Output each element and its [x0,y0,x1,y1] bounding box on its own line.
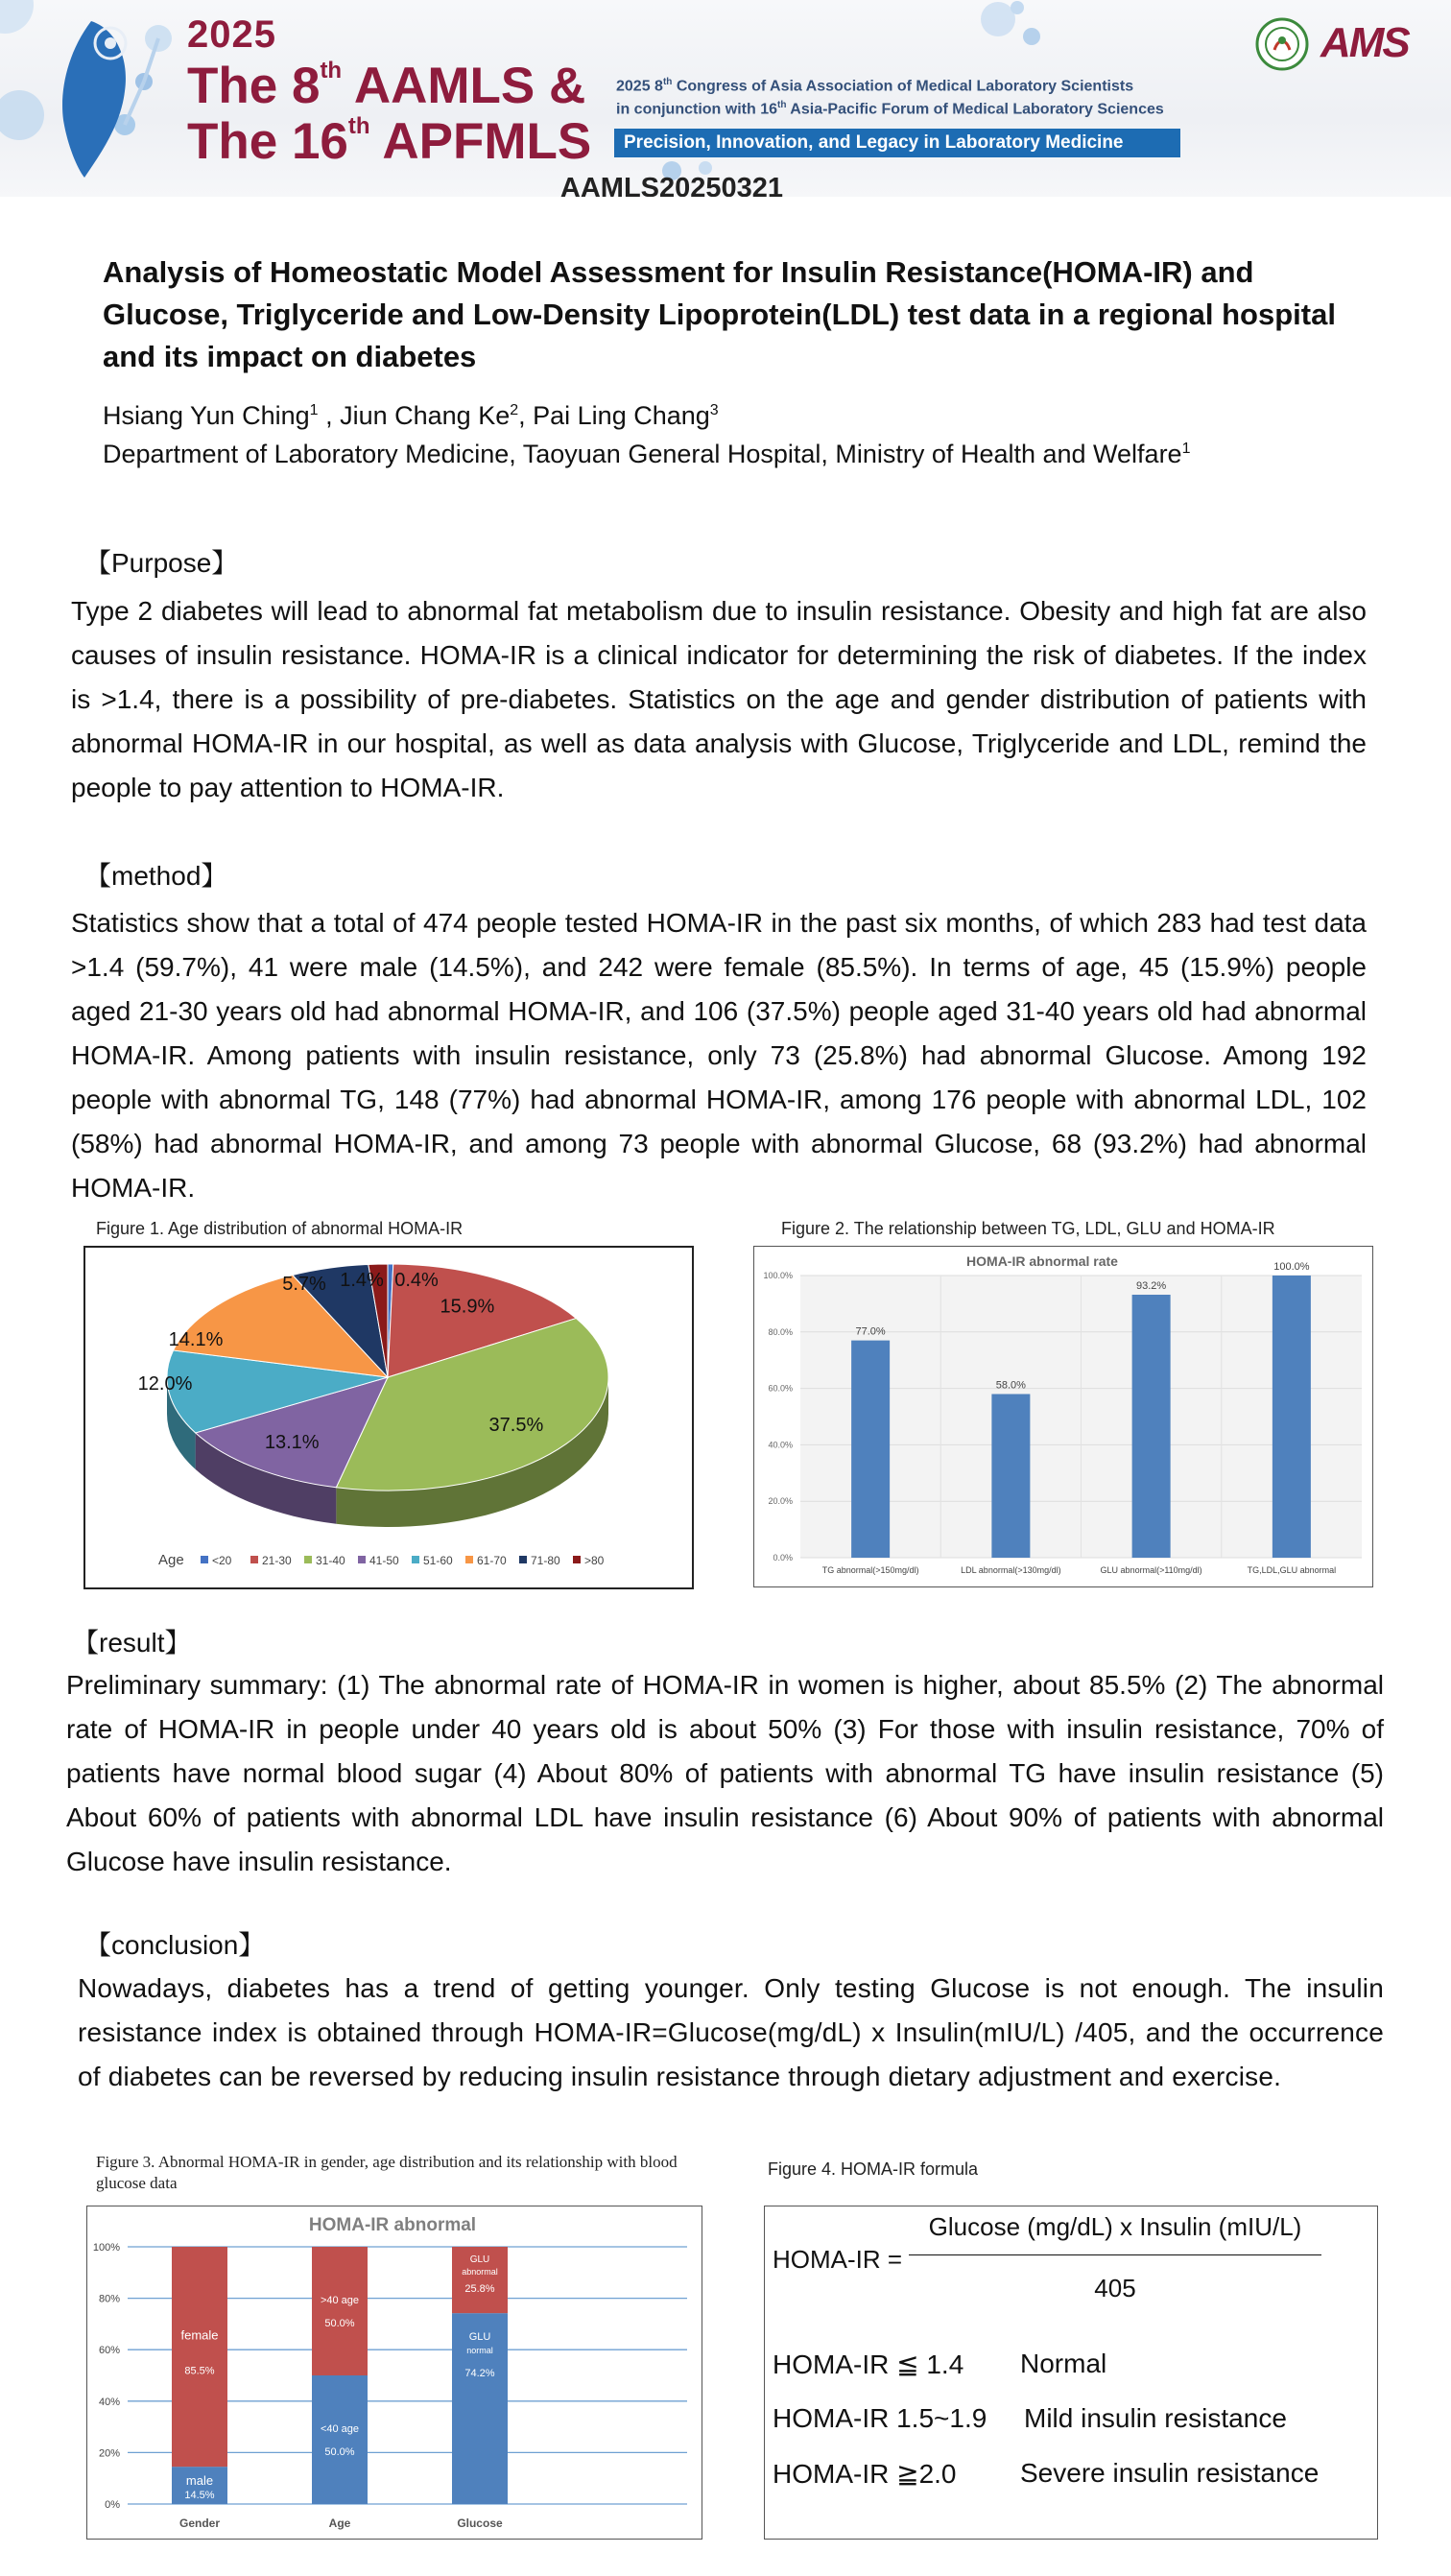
figure-2-frame [753,1246,1373,1587]
figure-2-caption: Figure 2. The relationship between TG, LDL, GLU and HOMA-IR [781,1219,1275,1238]
purpose-heading: 【Purpose】 [84,548,239,578]
result-heading: 【result】 [72,1628,192,1658]
bar [851,1341,890,1558]
formula-row-meaning: Normal [1020,2349,1107,2378]
x-tick-label: Gender [178,2516,221,2530]
legend-title: Age [158,1552,184,1568]
pie-data-label: 1.4% [340,1270,384,1291]
bar-data-label: 93.2% [1136,1279,1167,1292]
conclusion-heading: 【conclusion】 [84,1930,266,1960]
legend-label: 21-30 [262,1554,292,1567]
segment-value: 50.0% [324,2446,355,2458]
bar-data-label: 58.0% [995,1379,1026,1392]
bar-data-label: 77.0% [855,1325,886,1338]
x-tick-label: TG abnormal(>150mg/dl) [821,1565,919,1575]
formula-numerator: Glucose (mg/dL) x Insulin (mIU/L) [928,2212,1302,2241]
chart-title: HOMA-IR abnormal rate [966,1253,1118,1269]
x-tick-label: LDL abnormal(>130mg/dl) [961,1565,1061,1575]
poster-title: Analysis of Homeostatic Model Assessment for Insulin Resistance(HOMA-IR) and Glucose, Triglyceride and Low-Density Lipoprotein(LDL) test data in a regional hospital and its impact on diabetes [103,255,1336,373]
banner-congress-line: 2025 8th Congress of Asia Association of Medical Laboratory Scientists [616,77,1134,95]
method-text: Statistics show that a total of 474 people tested HOMA-IR in the past six months, of which 283 had test data >1.4 (59.7%), 41 were male (14.5%), and 242 were female (85.5%). In terms of age, 45 (15.9%) people aged 21-30 years old had abnormal HOMA-IR, and 106 (37.5%) people aged 31-40 years old had abnormal HOMA-IR. Among patients with insulin resistance, only 73 (25.8%) had abnormal Glucose. Among 192 people with abnormal TG, 148 (77%) had abnormal HOMA-IR, among 176 people with abnormal LDL, 102 (58%) had abnormal HOMA-IR, and among 73 people with abnormal Glucose, 68 (93.2%) had abnormal HOMA-IR. [71,908,1367,1203]
bar [991,1394,1030,1558]
legend-swatch [358,1556,366,1563]
segment-label: >40 age [320,2295,360,2306]
stack-segment-top [172,2247,227,2467]
pie-data-label: 14.1% [168,1329,224,1350]
y-tick-label: 20.0% [768,1496,793,1507]
segment-label: GLU [468,2331,491,2344]
legend-swatch [304,1556,312,1563]
legend-swatch [412,1556,419,1563]
segment-label: normal [466,2346,493,2356]
legend-label: 71-80 [531,1554,560,1567]
bar-data-label: 100.0% [1273,1261,1310,1273]
y-tick-label: 100% [92,2242,120,2254]
legend-label: 31-40 [316,1554,345,1567]
formula-row-meaning: Mild insulin resistance [1024,2403,1287,2433]
legend-label: 61-70 [477,1554,507,1567]
segment-label: <40 age [320,2423,360,2435]
segment-label: GLU [469,2254,490,2265]
banner-tagline: Precision, Innovation, and Legacy in Laboratory Medicine [614,129,1180,157]
y-tick-label: 40% [98,2396,120,2408]
segment-value: 85.5% [184,2365,215,2377]
formula-row-condition: HOMA-IR 1.5~1.9 [773,2403,987,2433]
author-list: Hsiang Yun Ching$^1$ , Jiun Chang Ke$^2$, Pai Ling Chang$^3$ [103,401,719,430]
association-seal-icon [1255,17,1309,71]
segment-value: 50.0% [324,2318,355,2329]
legend-label: 51-60 [423,1554,453,1567]
formula-denominator: 405 [1094,2274,1136,2302]
legend-swatch [201,1556,208,1563]
affiliation: Department of Laboratory Medicine, Taoyuan General Hospital, Ministry of Health and Welfare$^1$ [103,440,1191,468]
pie-data-label: 5.7% [282,1274,326,1295]
fraction-bar [909,2254,1321,2255]
banner-line-2: The 16th APFMLS [187,113,592,170]
legend-swatch [250,1556,258,1563]
result-text: Preliminary summary: (1) The abnormal rate of HOMA-IR in women is higher, about 85.5% (2) The abnormal rate of HOMA-IR in people under 40 years old is about 50% (3) For those with insulin resistance, 70% of patients have normal blood sugar (4) About 80% of patients with abnormal TG have insulin resistance (5) About 60% of patients with abnormal LDL have insulin resistance (6) About 90% of patients with abnormal Glucose have insulin resistance. [66,1670,1384,1876]
author-name: Pai Ling Chang [533,401,710,430]
segment-value: 14.5% [184,2490,215,2501]
x-tick-label: Glucose [457,2516,503,2530]
banner-year: 2025 [187,13,276,56]
bar [1273,1276,1311,1558]
bar [1132,1295,1171,1558]
chart-title: HOMA-IR abnormal [308,2215,477,2235]
figure-1-caption: Figure 1. Age distribution of abnormal HOMA-IR [96,1219,464,1238]
legend-swatch [465,1556,473,1563]
segment-value: 25.8% [464,2283,495,2295]
pie-data-label: 15.9% [440,1296,495,1318]
segment-value: 74.2% [464,2368,495,2380]
y-tick-label: 100.0% [763,1271,793,1280]
y-tick-label: 0% [105,2499,120,2511]
formula-row-condition: HOMA-IR ≧2.0 [773,2459,957,2489]
x-tick-label: GLU abnormal(>110mg/dl) [1100,1565,1202,1575]
conclusion-text: Nowadays, diabetes has a trend of getting younger. Only testing Glucose is not enough. The insulin resistance index is obtained through HOMA-IR=Glucose(mg/dL) x Insulin(mIU/L) /405, and the occurrence of diabetes can be reversed by reducing insulin resistance through dietary adjustment and exercise. [78,1973,1384,2091]
x-tick-label: Age [328,2516,351,2530]
figure-1-frame [83,1246,694,1589]
y-tick-label: 80% [98,2293,120,2305]
formula-row-condition: HOMA-IR ≦ 1.4 [773,2349,964,2379]
y-tick-label: 60.0% [768,1383,793,1394]
author-name: Jiun Chang Ke [340,401,511,430]
age-pie-chart [85,1248,692,1587]
figure-3-frame [86,2206,702,2540]
aams-logo: AMS [1320,19,1409,66]
formula-row-meaning: Severe insulin resistance [1020,2458,1320,2488]
x-tick-label: TG,LDL,GLU abnormal [1247,1565,1337,1575]
figure-4-caption: Figure 4. HOMA-IR formula [768,2159,979,2179]
method-heading: 【method】 [84,861,228,891]
y-tick-label: 60% [98,2345,120,2357]
purpose-text: Type 2 diabetes will lead to abnormal fat metabolism due to insulin resistance. Obesity and high fat are also causes of insulin resistance. HOMA-IR is a clinical indicator for determining the risk of diabetes. If the index is >1.4, there is a possibility of pre-diabetes. Statistics on the age and gender distribution of patients with abnormal HOMA-IR in our hospital, as well as data analysis with Glucose, Triglyceride and LDL, remind the people to pay attention to HOMA-IR. [71,596,1367,802]
formula-lhs: HOMA-IR = [773,2245,903,2274]
formula-box [764,2206,1378,2540]
banner-line-1: The 8th AAMLS & [187,58,586,114]
figure-3-caption: Figure 3. Abnormal HOMA-IR in gender, age distribution and its relationship with blood glucose data [96,2153,678,2192]
legend-swatch [573,1556,581,1563]
y-tick-label: 80.0% [768,1326,793,1337]
segment-label: male [185,2473,214,2488]
legend-label: 41-50 [369,1554,399,1567]
banner [0,0,1451,197]
pie-data-label: 37.5% [488,1415,544,1437]
pie-data-label: 12.0% [137,1373,193,1395]
segment-label: abnormal [462,2267,498,2277]
author-name: Hsiang Yun Ching [103,401,310,430]
segment-label: female [180,2327,219,2343]
stack-segment-bottom [312,2375,368,2504]
homa-ir-rate-bar-chart [754,1247,1371,1586]
pie-data-label: 0.4% [394,1270,439,1291]
stack-segment-top [312,2247,368,2375]
y-tick-label: 0.0% [773,1553,793,1562]
pie-data-label: 13.1% [264,1431,320,1453]
homa-ir-stacked-bar-chart [87,2206,701,2538]
poster-code: AAMLS20250321 [559,173,784,197]
legend-label: >80 [584,1554,605,1567]
y-tick-label: 20% [98,2447,120,2460]
legend-label: <20 [212,1554,232,1567]
banner-forum-line: in conjunction with 16th Asia-Pacific Forum of Medical Laboratory Sciences [616,100,1164,118]
legend-swatch [519,1556,527,1563]
y-tick-label: 40.0% [768,1440,793,1450]
